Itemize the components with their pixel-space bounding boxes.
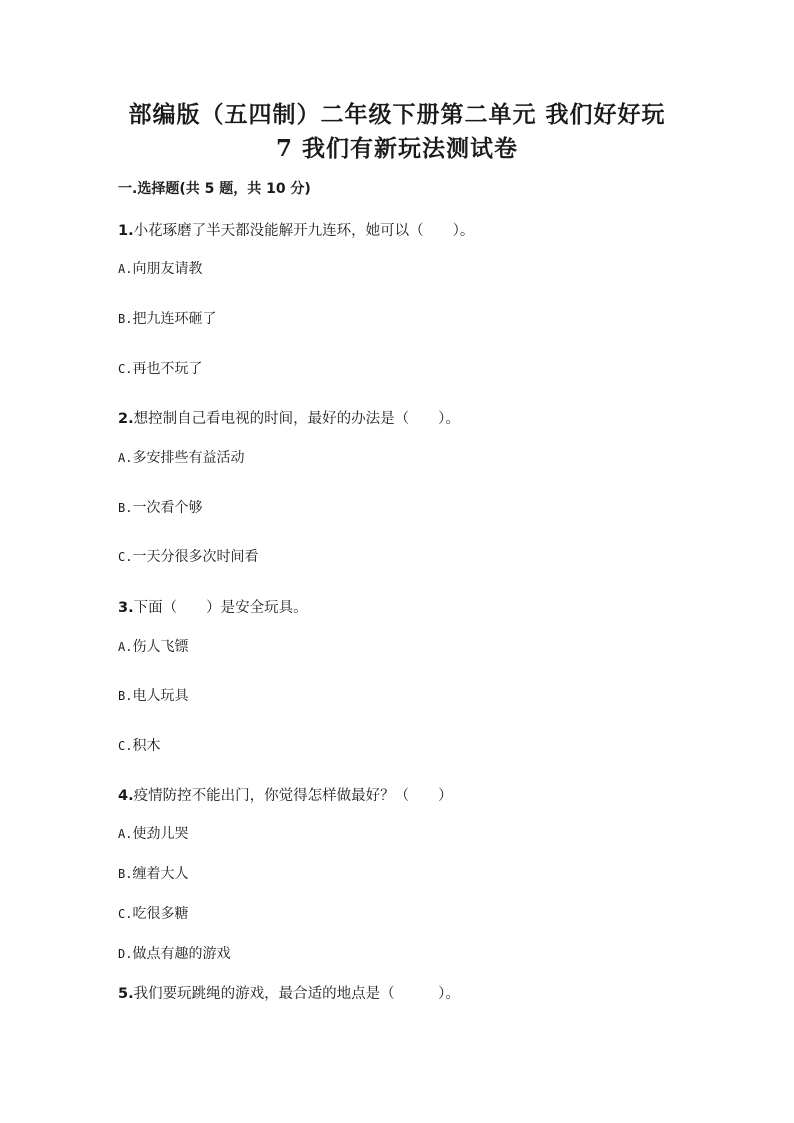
option-text: 向朋友请教 bbox=[132, 261, 203, 277]
question-4-option-c bbox=[118, 903, 188, 923]
question-1-option-a bbox=[118, 258, 202, 278]
question-3 bbox=[118, 596, 308, 617]
option-text: 把九连环砸了 bbox=[132, 311, 217, 327]
option-letter: A. bbox=[118, 451, 133, 465]
question-number: 4. bbox=[118, 788, 134, 804]
option-text: 一天分很多次时间看 bbox=[132, 549, 259, 565]
section-heading: 一.选择题(共 5 题，共 10 分) bbox=[118, 181, 311, 197]
option-letter: B. bbox=[118, 312, 133, 326]
option-letter: A. bbox=[118, 640, 133, 654]
option-text: 电人玩具 bbox=[132, 688, 189, 704]
option-text: 做点有趣的游戏 bbox=[132, 946, 231, 962]
question-3-option-c bbox=[118, 735, 160, 755]
question-1-option-c bbox=[118, 358, 202, 378]
question-2-option-b bbox=[118, 497, 202, 517]
question-4-option-d bbox=[118, 943, 230, 963]
document-title-line-1: 部编版（五四制）二年级下册第二单元 我们好好玩 bbox=[128, 101, 666, 128]
question-2-option-a bbox=[118, 447, 244, 467]
option-text: 再也不玩了 bbox=[132, 361, 203, 377]
option-letter: C. bbox=[118, 362, 133, 376]
question-text: 小花琢磨了半天都没能解开九连环，她可以（ ）。 bbox=[133, 223, 475, 239]
question-1 bbox=[118, 219, 474, 240]
question-4 bbox=[118, 784, 453, 805]
option-letter: C. bbox=[118, 739, 133, 753]
question-2-option-c bbox=[118, 546, 258, 566]
question-3-option-b bbox=[118, 685, 188, 705]
question-text: 我们要玩跳绳的游戏，最合适的地点是（ ）。 bbox=[133, 986, 460, 1002]
option-text: 使劲儿哭 bbox=[132, 826, 189, 842]
question-1-option-b bbox=[118, 308, 216, 328]
option-letter: B. bbox=[118, 689, 133, 703]
question-4-option-b bbox=[118, 863, 188, 883]
option-letter: B. bbox=[118, 867, 133, 881]
question-text: 疫情防控不能出门，你觉得怎样做最好？（ ） bbox=[133, 788, 453, 804]
option-text: 一次看个够 bbox=[132, 500, 203, 516]
question-number: 5. bbox=[118, 986, 134, 1002]
option-letter: B. bbox=[118, 501, 133, 515]
question-number: 2. bbox=[118, 411, 134, 427]
option-letter: D. bbox=[118, 947, 133, 961]
question-text: 下面（ ）是安全玩具。 bbox=[133, 600, 308, 616]
option-letter: C. bbox=[118, 907, 133, 921]
option-text: 多安排些有益活动 bbox=[132, 450, 245, 466]
option-letter: A. bbox=[118, 827, 133, 841]
option-text: 吃很多糖 bbox=[132, 906, 189, 922]
option-text: 积木 bbox=[132, 738, 161, 754]
question-4-option-a bbox=[118, 823, 188, 843]
question-3-option-a bbox=[118, 636, 188, 656]
question-text: 想控制自己看电视的时间，最好的办法是（ ）。 bbox=[133, 411, 460, 427]
question-2 bbox=[118, 407, 460, 428]
option-letter: A. bbox=[118, 262, 133, 276]
document-title-line-2: 7 我们有新玩法测试卷 bbox=[275, 135, 518, 162]
option-text: 伤人飞镖 bbox=[132, 639, 189, 655]
question-5 bbox=[118, 982, 460, 1003]
question-number: 3. bbox=[118, 600, 134, 616]
option-letter: C. bbox=[118, 550, 133, 564]
question-number: 1. bbox=[118, 223, 134, 239]
option-text: 缠着大人 bbox=[132, 866, 189, 882]
